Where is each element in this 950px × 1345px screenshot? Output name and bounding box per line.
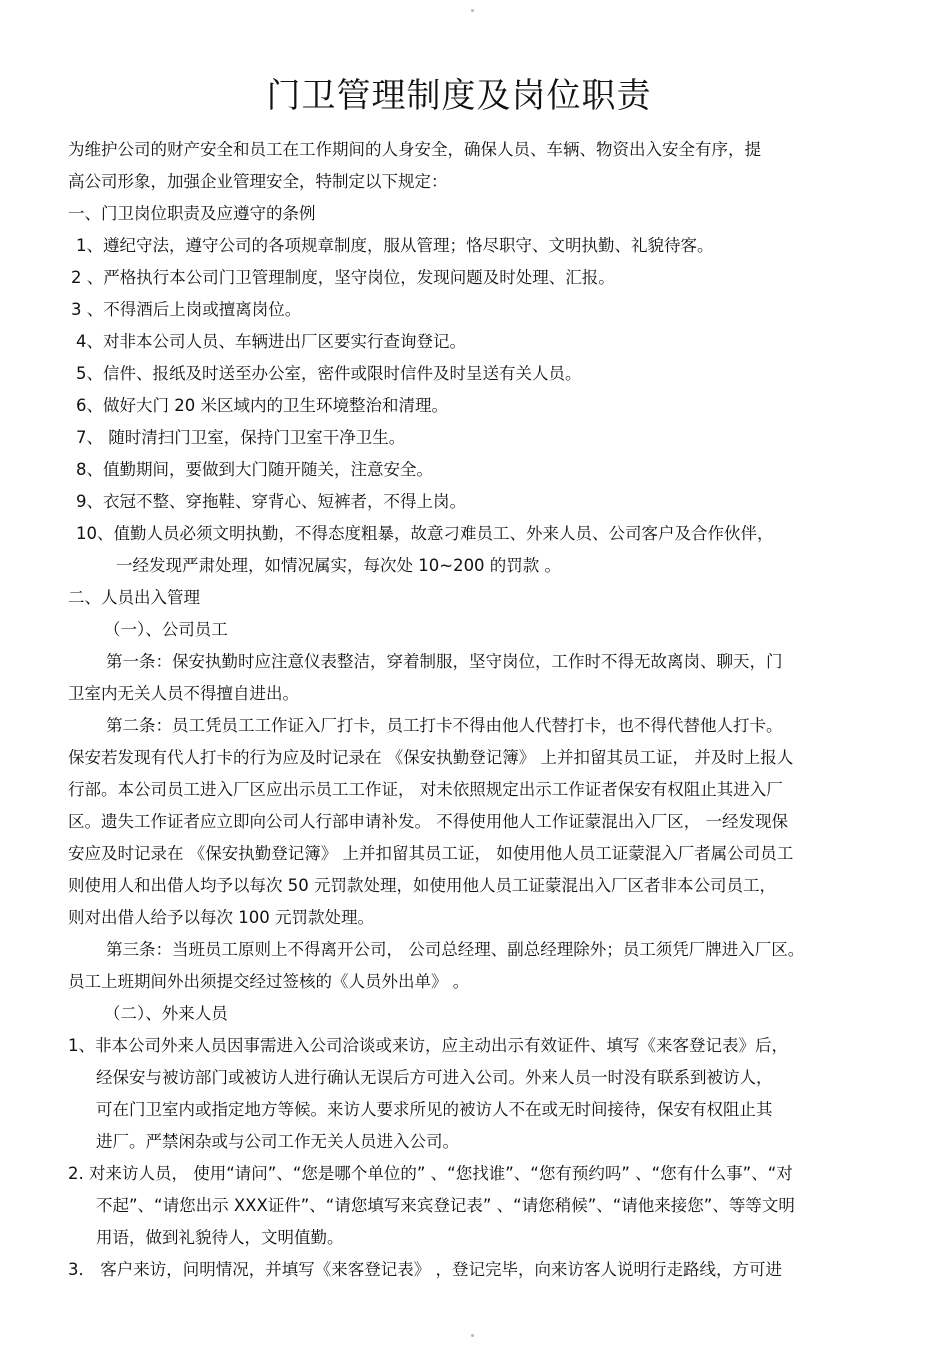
section-heading-2: 二、人员出入管理 (68, 588, 200, 607)
article-2-line-1: 第二条：员工凭员工工作证入厂打卡，员工打卡不得由他人代替打卡，也不得代替他人打卡。 (106, 716, 783, 735)
article-2-line-5: 安应及时记录在 《保安执勤登记簿》 上并扣留其员工证， 如使用他人员工证蒙混入厂者属公司员工 (68, 844, 794, 863)
visitor-item-2-line-3: 用语，做到礼貌待人，文明值勤。 (96, 1228, 344, 1247)
article-2-line-3: 行部。本公司员工进入厂区应出示员工工作证， 对未依照规定出示工作证者保安有权阻止其进入厂 (68, 780, 783, 799)
article-3-line-1: 第三条：当班员工原则上不得离开公司， 公司总经理、副总经理除外；员工须凭厂牌进入厂区。 (106, 940, 805, 959)
subsection-employees: （一）、公司员工 (104, 620, 228, 639)
page-mark-bottom (471, 1334, 474, 1337)
duty-item-8: 8、值勤期间，要做到大门随开随关，注意安全。 (76, 460, 433, 479)
article-2-line-2: 保安若发现有代人打卡的行为应及时记录在 《保安执勤登记簿》 上并扣留其员工证， 并及时上报人 (68, 748, 794, 767)
section-heading-1: 一、门卫岗位职责及应遵守的条例 (68, 204, 316, 223)
article-2-line-7: 则对出借人给予以每次 100 元罚款处理。 (68, 908, 374, 927)
duty-item-1: 1、遵纪守法，遵守公司的各项规章制度，服从管理；恪尽职守、文明执勤、礼貌待客。 (76, 236, 714, 255)
article-1-line-2: 卫室内无关人员不得擅自进出。 (68, 684, 299, 703)
visitor-item-3-line-1: 3． 客户来访，问明情况，并填写《来客登记表》 ，登记完毕，向来访客人说明行走路线，方可进 (68, 1260, 782, 1279)
visitor-item-1-line-2: 经保安与被访部门或被访人进行确认无误后方可进入公司。外来人员一时没有联系到被访人， (96, 1068, 773, 1087)
duty-item-2: 2 、严格执行本公司门卫管理制度，坚守岗位，发现问题及时处理、汇报。 (71, 268, 615, 287)
duty-item-10-cont: 一经发现严肃处理，如情况属实，每次处 10~200 的罚款 。 (116, 556, 562, 575)
intro-line-2: 高公司形象，加强企业管理安全，特制定以下规定： (68, 172, 448, 191)
article-2-line-6: 则使用人和出借人均予以每次 50 元罚款处理，如使用他人员工证蒙混出入厂区者非本公司员工， (68, 876, 776, 895)
duty-item-4: 4、对非本公司人员、车辆进出厂区要实行查询登记。 (76, 332, 466, 351)
article-3-line-2: 员工上班期间外出须提交经过签核的《人员外出单》 。 (68, 972, 470, 991)
duty-item-10: 10、值勤人员必须文明执勤，不得态度粗暴，故意刁难员工、外来人员、公司客户及合作伙伴， (76, 524, 774, 543)
visitor-item-1-line-1: 1、非本公司外来人员因事需进入公司洽谈或来访，应主动出示有效证件、填写《来客登记表》后， (68, 1036, 788, 1055)
visitor-item-2-line-1: 2. 对来访人员， 使用“请问”、“您是哪个单位的” 、“您找谁”、“您有预约吗” 、“您有什么事”、“对 (68, 1164, 793, 1183)
article-1-line-1: 第一条：保安执勤时应注意仪表整洁，穿着制服，坚守岗位，工作时不得无故离岗、聊天，门 (106, 652, 783, 671)
duty-item-3: 3 、不得酒后上岗或擅离岗位。 (71, 300, 302, 319)
duty-item-9: 9、衣冠不整、穿拖鞋、穿背心、短裤者，不得上岗。 (76, 492, 466, 511)
page-mark-top (471, 9, 474, 12)
visitor-item-1-line-4: 进厂。严禁闲杂或与公司工作无关人员进入公司。 (96, 1132, 459, 1151)
document-title: 门卫管理制度及岗位职责 (266, 76, 652, 116)
subsection-visitors: （二）、外来人员 (104, 1004, 228, 1023)
visitor-item-1-line-3: 可在门卫室内或指定地方等候。来访人要求所见的被访人不在或无时间接待，保安有权阻止其 (96, 1100, 773, 1119)
duty-item-5: 5、信件、报纸及时送至办公室，密件或限时信件及时呈送有关人员。 (76, 364, 582, 383)
duty-item-6: 6、做好大门 20 米区域内的卫生环境整治和清理。 (76, 396, 448, 415)
intro-line-1: 为维护公司的财产安全和员工在工作期间的人身安全，确保人员、车辆、物资出入安全有序，提 (68, 140, 761, 159)
article-2-line-4: 区。遗失工作证者应立即向公司人行部申请补发。 不得使用他人工作证蒙混出入厂区， 一经发现保 (68, 812, 788, 831)
visitor-item-2-line-2: 不起”、“请您出示 XXX证件”、“请您填写来宾登记表” 、“请您稍候”、“请他来接您”、等等文明 (96, 1196, 795, 1215)
duty-item-7: 7、 随时清扫门卫室，保持门卫室干净卫生。 (76, 428, 406, 447)
